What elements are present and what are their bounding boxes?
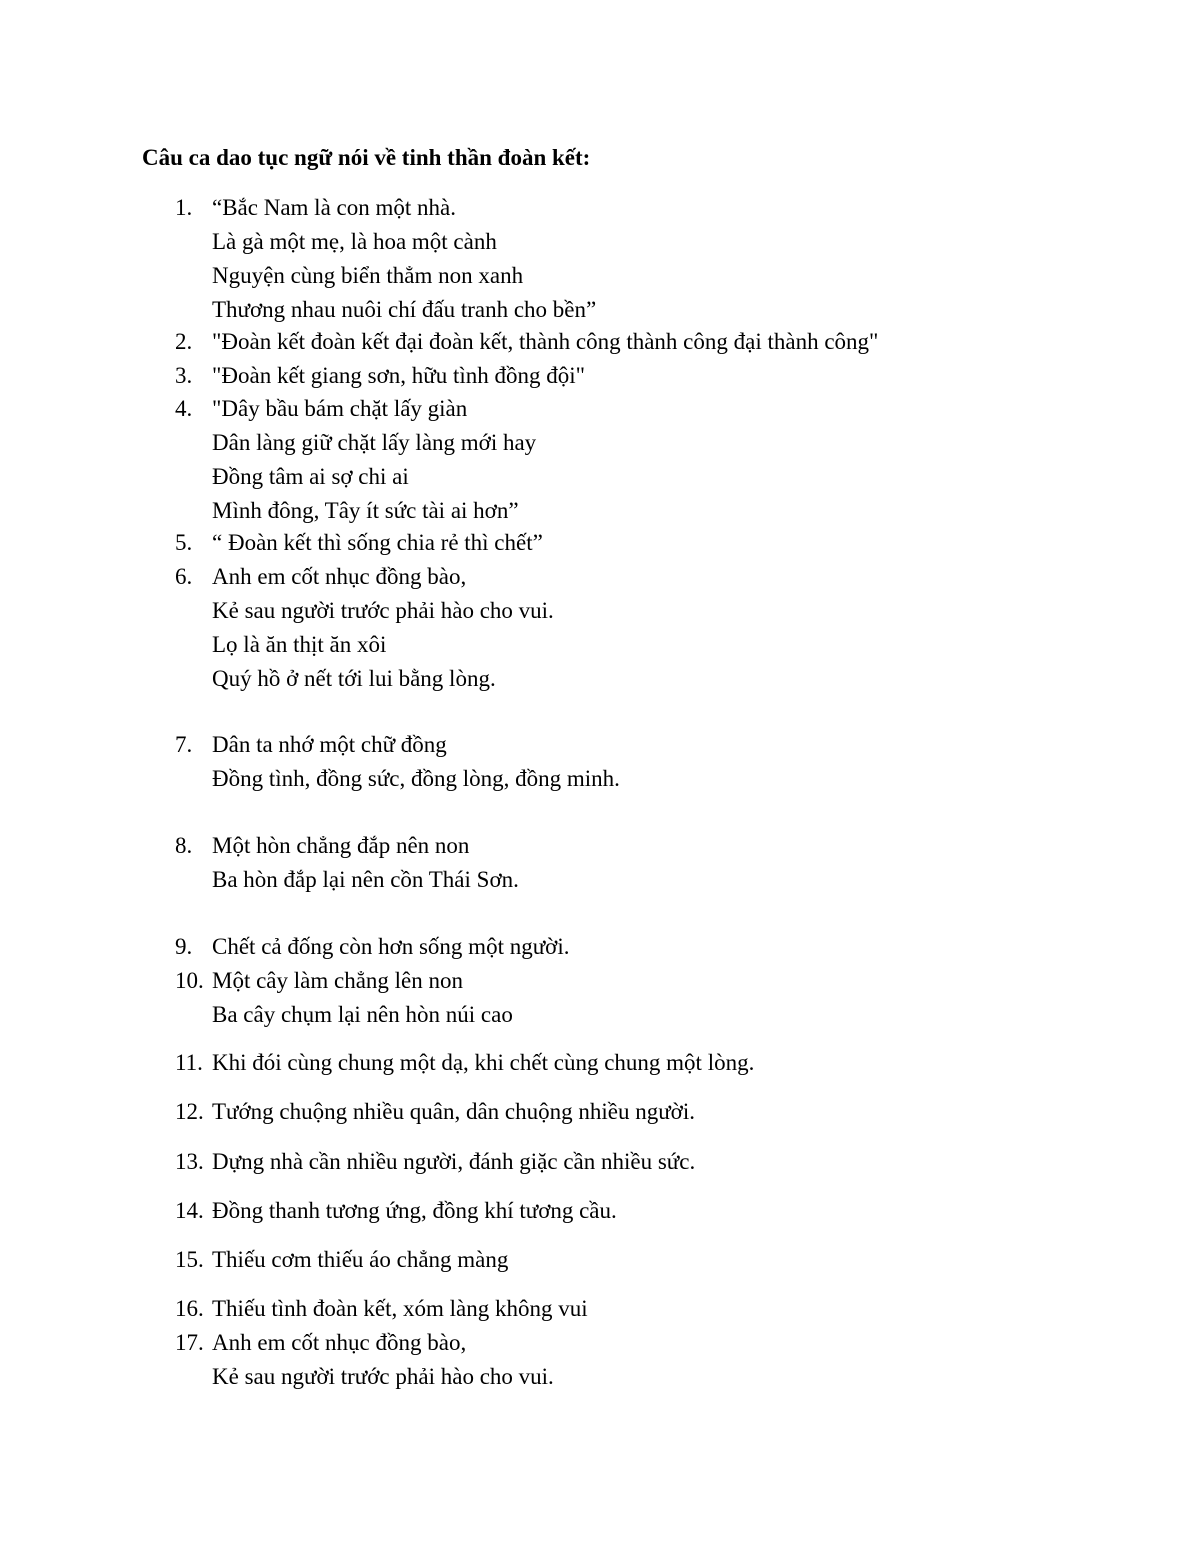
verse-line: Đồng thanh tương ứng, đồng khí tương cầu. [212,1198,617,1223]
item-number: 9. [175,934,193,959]
verse-line: Đồng tình, đồng sức, đồng lòng, đồng minh. [212,766,620,791]
verse-line: Thiếu cơm thiếu áo chẳng màng [212,1247,509,1272]
verse-line: Chết cả đống còn hơn sống một người. [212,934,570,959]
verse-line: “Bắc Nam là con một nhà. [212,195,456,220]
item-number: 6. [175,564,193,589]
verse-line: "Đoàn kết đoàn kết đại đoàn kết, thành công thành công đại thành công" [212,329,879,354]
item-number: 2. [175,329,193,354]
verse-line: Ba cây chụm lại nên hòn núi cao [212,1002,513,1027]
verse-line: Anh em cốt nhục đồng bào, [212,564,467,589]
verse-line: Quý hồ ở nết tới lui bằng lòng. [212,666,496,691]
verse-line: Kẻ sau người trước phải hào cho vui. [212,1364,554,1389]
item-number: 3. [175,363,193,388]
verse-line: Thiếu tình đoàn kết, xóm làng không vui [212,1296,588,1321]
item-number: 11. [175,1050,203,1075]
verse-line: Đồng tâm ai sợ chi ai [212,464,409,489]
verse-line: Là gà một mẹ, là hoa một cành [212,229,497,254]
verse-line: Anh em cốt nhục đồng bào, [212,1330,467,1355]
verse-line: Kẻ sau người trước phải hào cho vui. [212,598,554,623]
item-number: 1. [175,195,193,220]
item-number: 13. [175,1149,204,1174]
verse-line: "Dây bầu bám chặt lấy giàn [212,396,468,421]
item-number: 7. [175,732,193,757]
item-number: 8. [175,833,193,858]
item-number: 5. [175,530,193,555]
verse-line: Ba hòn đắp lại nên cồn Thái Sơn. [212,867,519,892]
verse-line: Một hòn chẳng đắp nên non [212,833,470,858]
verse-line: Nguyện cùng biển thẳm non xanh [212,263,524,288]
item-number: 12. [175,1099,204,1124]
verse-line: Dựng nhà cần nhiều người, đánh giặc cần nhiều sức. [212,1149,696,1174]
verse-line: Một cây làm chẳng lên non [212,968,464,993]
verse-line: “ Đoàn kết thì sống chia rẻ thì chết” [212,530,543,555]
item-number: 14. [175,1198,204,1223]
item-number: 15. [175,1247,204,1272]
verse-line: Dân ta nhớ một chữ đồng [212,732,447,757]
verse-line: Tướng chuộng nhiều quân, dân chuộng nhiều người. [212,1099,695,1124]
item-number: 16. [175,1296,204,1321]
item-number: 17. [175,1330,204,1355]
item-number: 4. [175,396,193,421]
item-number: 10. [175,968,204,993]
verse-line: Lọ là ăn thịt ăn xôi [212,632,387,657]
page-title: Câu ca dao tục ngữ nói về tinh thần đoàn kết: [142,145,591,170]
verse-line: Thương nhau nuôi chí đấu tranh cho bền” [212,297,597,322]
verse-line: Khi đói cùng chung một dạ, khi chết cùng chung một lòng. [212,1050,755,1075]
verse-line: Mình đông, Tây ít sức tài ai hơn” [212,498,519,523]
verse-line: Dân làng giữ chặt lấy làng mới hay [212,430,537,455]
verse-line: "Đoàn kết giang sơn, hữu tình đồng đội" [212,363,586,388]
